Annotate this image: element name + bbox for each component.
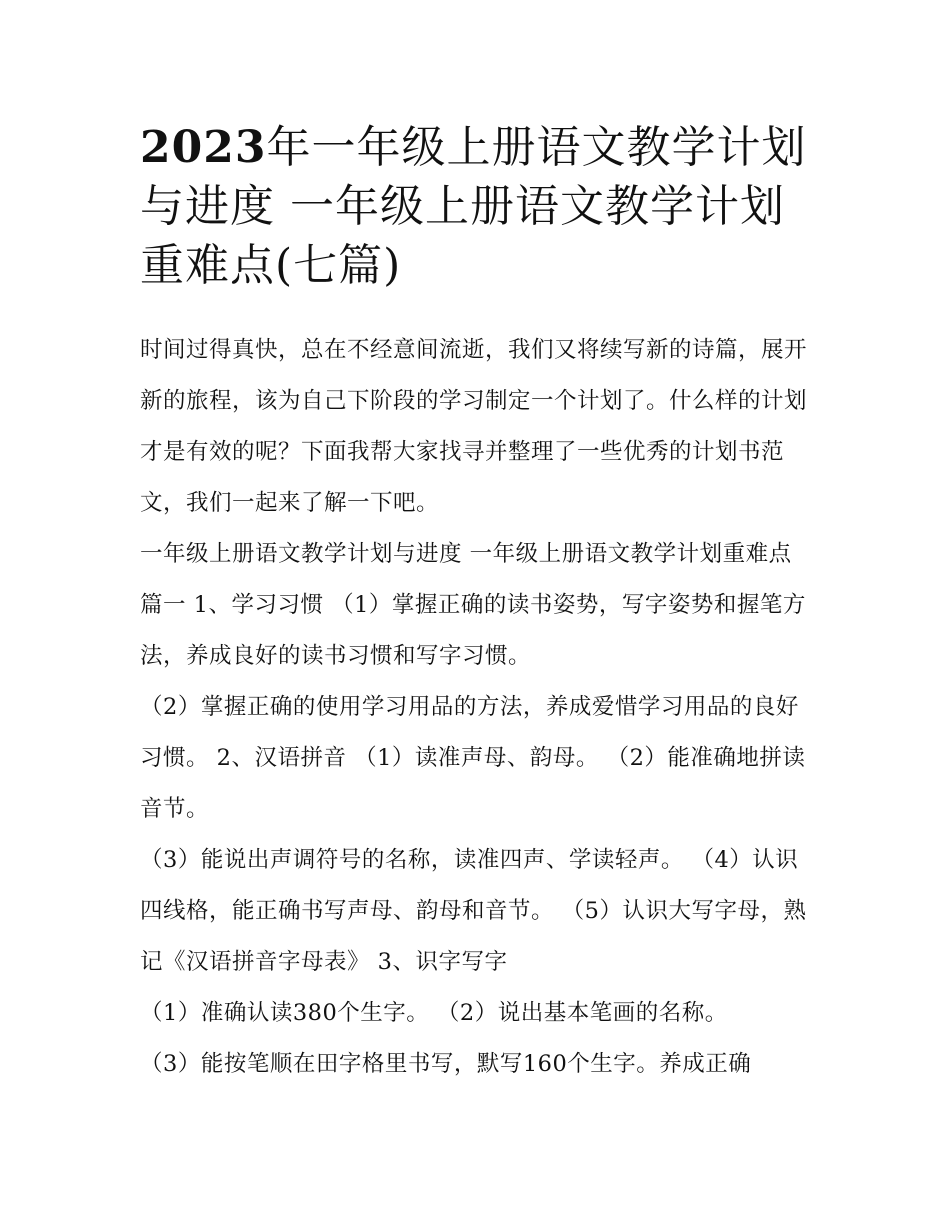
title-text: 年一年级上册语文教学计划与进度 一年级上册语文教学计划重难点(七篇): [140, 122, 807, 291]
document-body: [140, 325, 812, 1090]
paragraph-section-5: （3）能按笔顺在田字格里书写，默写160个生字。养成正确: [140, 1051, 752, 1077]
paragraph-section-1: 一年级上册语文教学计划与进度 一年级上册语文教学计划重难点篇一 1、学习习惯 （1）掌握正确的读书姿势，写字姿势和握笔方法，养成良好的读书习惯和写字习惯。: [140, 541, 806, 669]
paragraph-intro: 时间过得真快，总在不经意间流逝，我们又将续写新的诗篇，展开新的旅程，该为自己下阶段的学习制定一个计划了。什么样的计划才是有效的呢？下面我帮大家找寻并整理了一些优秀的计划书范文，我们一起来了解一下吧。: [140, 337, 808, 516]
paragraph-section-4: （1）准确认读380个生字。 （2）说出基本笔画的名称。: [140, 1000, 728, 1026]
document-page: [140, 118, 812, 1090]
paragraph-section-3: （3）能说出声调符号的名称，读准四声、学读轻声。 （4）认识四线格，能正确书写声母、韵母和音节。 （5）认识大写字母，熟记《汉语拼音字母表》 3、识字写字: [140, 847, 807, 975]
document-title: [140, 118, 812, 295]
paragraph-section-2: （2）掌握正确的使用学习用品的方法，养成爱惜学习用品的良好习惯。 2、汉语拼音 （1）读准声母、韵母。 （2）能准确地拼读音节。: [140, 694, 806, 822]
title-year: 2023: [140, 122, 267, 173]
